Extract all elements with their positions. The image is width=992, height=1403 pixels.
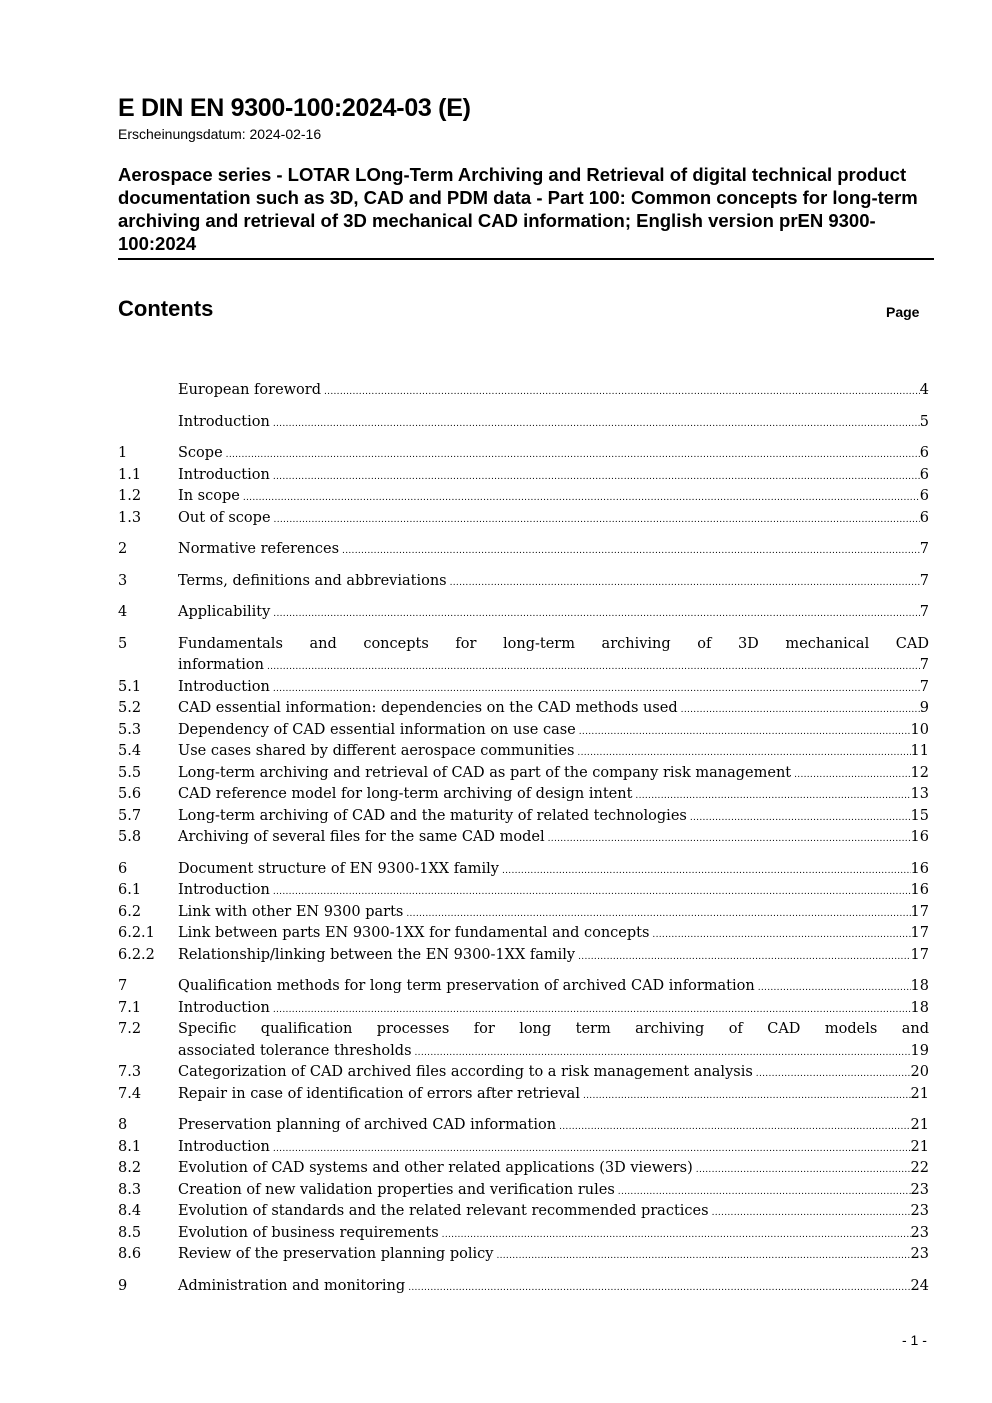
toc-number: 4	[118, 604, 128, 620]
toc-entry[interactable]	[118, 880, 929, 902]
toc-entry[interactable]	[118, 1062, 929, 1084]
toc-label-line2: associated tolerance thresholds	[178, 1042, 412, 1059]
toc-number: 8.1	[118, 1138, 142, 1155]
dot-leader	[273, 465, 920, 487]
toc-label: CAD essential information: dependencies on the CAD methods used	[178, 700, 678, 716]
toc-page: 23	[910, 1181, 929, 1198]
toc-entry[interactable]	[118, 945, 929, 967]
toc-entry[interactable]	[118, 571, 929, 593]
toc-number: 1.3	[118, 509, 142, 526]
dot-leader	[273, 412, 920, 434]
toc-number: 1.1	[118, 466, 142, 483]
toc-number: 7.1	[118, 999, 142, 1016]
toc-page: 6	[919, 509, 929, 526]
toc-label: Relationship/linking between the EN 9300-1XX family	[178, 946, 576, 963]
toc-label: Link with other EN 9300 parts	[178, 903, 404, 920]
toc-entry[interactable]	[118, 677, 929, 699]
dot-leader	[583, 1084, 911, 1106]
toc-label: Evolution of CAD systems and other related applications (3D viewers)	[178, 1160, 693, 1176]
dot-leader	[273, 677, 920, 699]
toc-entry[interactable]	[118, 741, 929, 763]
publication-date: Erscheinungsdatum: 2024-02-16	[118, 126, 322, 142]
toc-page: 23	[910, 1246, 929, 1262]
toc-number: 8.5	[118, 1224, 142, 1241]
toc-number: 5.3	[118, 721, 142, 738]
toc-page: 7	[919, 657, 929, 673]
toc-label: Introduction	[178, 1138, 270, 1155]
toc-number: 7	[118, 978, 128, 994]
toc-number: 7.2	[118, 1021, 142, 1037]
toc-label: Terms, definitions and abbreviations	[178, 572, 447, 589]
toc-page: 18	[910, 978, 929, 994]
toc-number: 8.2	[118, 1160, 142, 1176]
toc-number: 5.5	[118, 764, 142, 781]
toc-number: 7.4	[118, 1085, 142, 1102]
toc-label: Introduction	[178, 678, 270, 695]
toc-entry[interactable]	[118, 1158, 929, 1180]
toc-entry[interactable]	[118, 998, 929, 1020]
toc-entry[interactable]	[118, 539, 929, 561]
toc-page: 16	[910, 882, 929, 898]
toc-page: 7	[919, 678, 929, 695]
dot-leader	[450, 571, 920, 593]
dot-leader	[273, 602, 919, 624]
toc-page: 21	[910, 1138, 929, 1155]
toc-page: 6	[919, 445, 929, 461]
dot-leader	[681, 698, 920, 720]
toc-entry[interactable]	[118, 1084, 929, 1106]
toc-label: European foreword	[178, 382, 322, 398]
dot-leader	[690, 806, 911, 828]
dot-leader	[406, 902, 910, 924]
toc-page: 23	[910, 1203, 929, 1219]
toc-entry[interactable]	[118, 720, 929, 742]
toc-page: 24	[910, 1277, 929, 1294]
toc-label: Applicability	[178, 604, 271, 620]
toc-page: 18	[910, 999, 929, 1016]
toc-label: Qualification methods for long term preservation of archived CAD information	[178, 978, 755, 994]
toc-page: 7	[919, 541, 929, 557]
dot-leader	[712, 1201, 911, 1223]
dot-leader	[226, 443, 920, 465]
toc-label: Out of scope	[178, 509, 271, 526]
toc-page: 19	[910, 1042, 929, 1059]
toc-page: 17	[910, 925, 929, 941]
dot-leader	[442, 1223, 911, 1245]
toc-label: Introduction	[178, 882, 270, 898]
toc-entry[interactable]	[118, 902, 929, 924]
toc-entry[interactable]	[118, 380, 929, 402]
toc-number: 1.2	[118, 488, 142, 504]
toc-page: 11	[910, 743, 929, 759]
dot-leader	[758, 976, 911, 998]
toc-label: Evolution of standards and the related relevant recommended practices	[178, 1203, 709, 1219]
toc-number: 9	[118, 1277, 128, 1294]
toc-entry[interactable]	[118, 976, 929, 998]
toc-entry[interactable]	[118, 1244, 929, 1266]
toc-entry[interactable]	[118, 412, 929, 434]
dot-leader	[273, 998, 911, 1020]
toc-page: 21	[910, 1117, 929, 1133]
toc-number: 6	[118, 860, 128, 877]
toc-label: Archiving of several files for the same CAD model	[178, 829, 545, 845]
toc-page: 10	[910, 721, 929, 738]
contents-heading: Contents	[118, 296, 214, 321]
toc-entry[interactable]	[118, 1019, 929, 1062]
toc-entry[interactable]	[118, 1115, 929, 1137]
dot-leader	[273, 1137, 911, 1159]
document-id: E DIN EN 9300-100:2024-03 (E)	[118, 94, 471, 122]
toc-label: Preservation planning of archived CAD information	[178, 1117, 557, 1133]
toc-page: 15	[910, 807, 929, 824]
page-number: - 1 -	[902, 1332, 927, 1348]
toc-entry[interactable]	[118, 827, 929, 849]
toc-page: 7	[919, 604, 929, 620]
dot-leader	[342, 539, 920, 561]
toc-number: 5.2	[118, 700, 142, 716]
toc-page: 5	[919, 413, 929, 430]
toc-page: 21	[910, 1085, 929, 1102]
table-of-contents	[118, 380, 929, 1297]
toc-number: 5.7	[118, 807, 142, 824]
toc-number: 6.2.1	[118, 925, 155, 941]
toc-number: 8.6	[118, 1246, 142, 1262]
toc-entry[interactable]	[118, 784, 929, 806]
toc-entry[interactable]	[118, 1201, 929, 1223]
toc-page: 22	[910, 1160, 929, 1176]
toc-label: Use cases shared by different aerospace communities	[178, 743, 575, 759]
dot-leader	[415, 1041, 911, 1063]
page-column-heading: Page	[886, 304, 920, 320]
toc-page: 16	[910, 829, 929, 845]
toc-entry[interactable]	[118, 1276, 929, 1298]
toc-label-line1: Fundamentals and concepts for long-term archiving of 3D mechanical CAD	[178, 635, 929, 652]
dot-leader	[274, 508, 920, 530]
toc-entry[interactable]	[118, 602, 929, 624]
toc-label: CAD reference model for long-term archiving of design intent	[178, 786, 633, 802]
toc-page: 7	[919, 572, 929, 589]
toc-label: Normative references	[178, 541, 340, 557]
toc-number: 5.6	[118, 786, 142, 802]
dot-leader	[559, 1115, 910, 1137]
toc-number: 3	[118, 572, 128, 589]
toc-label: In scope	[178, 488, 240, 504]
toc-entry[interactable]	[118, 806, 929, 828]
dot-leader	[502, 859, 911, 881]
toc-entry[interactable]	[118, 859, 929, 881]
toc-label: Scope	[178, 445, 223, 461]
dot-leader	[324, 380, 920, 402]
dot-leader	[652, 923, 910, 945]
toc-label: Creation of new validation properties and verification rules	[178, 1181, 615, 1198]
toc-number: 5.8	[118, 829, 142, 845]
toc-label: Administration and monitoring	[178, 1277, 406, 1294]
dot-leader	[635, 784, 910, 806]
toc-label-line1: Specific qualification processes for long term archiving of CAD models and	[178, 1021, 929, 1037]
dot-leader	[273, 880, 911, 902]
toc-page: 20	[910, 1064, 929, 1080]
toc-number: 2	[118, 541, 128, 557]
dot-leader	[579, 720, 911, 742]
toc-entry[interactable]	[118, 508, 929, 530]
toc-label: Introduction	[178, 999, 270, 1016]
toc-label: Long-term archiving and retrieval of CAD as part of the company risk management	[178, 764, 792, 781]
dot-leader	[548, 827, 911, 849]
toc-entry[interactable]	[118, 1180, 929, 1202]
toc-label: Evolution of business requirements	[178, 1224, 439, 1241]
toc-entry[interactable]	[118, 1137, 929, 1159]
toc-page: 16	[910, 860, 929, 877]
toc-label: Introduction	[178, 466, 270, 483]
toc-entry[interactable]	[118, 763, 929, 785]
toc-label-line2: information	[178, 657, 264, 673]
toc-number: 6.1	[118, 882, 142, 898]
toc-number: 6.2	[118, 903, 142, 920]
toc-page: 23	[910, 1224, 929, 1241]
toc-page: 17	[910, 903, 929, 920]
dot-leader	[756, 1062, 911, 1084]
dot-leader	[578, 945, 910, 967]
toc-entry[interactable]	[118, 465, 929, 487]
dot-leader	[267, 655, 920, 677]
dot-leader	[408, 1276, 910, 1298]
toc-label: Long-term archiving of CAD and the maturity of related technologies	[178, 807, 687, 824]
toc-number: 5.1	[118, 678, 142, 695]
toc-number: 6.2.2	[118, 946, 155, 963]
toc-number: 8	[118, 1117, 128, 1133]
toc-entry[interactable]	[118, 634, 929, 677]
toc-label: Review of the preservation planning policy	[178, 1246, 494, 1262]
toc-number: 7.3	[118, 1064, 142, 1080]
toc-label: Introduction	[178, 413, 270, 430]
toc-number: 5.4	[118, 743, 142, 759]
toc-label: Link between parts EN 9300-1XX for fundamental and concepts	[178, 925, 650, 941]
dot-leader	[794, 763, 910, 785]
toc-number: 8.3	[118, 1181, 142, 1198]
toc-label: Dependency of CAD essential information on use case	[178, 721, 576, 738]
toc-entry[interactable]	[118, 1223, 929, 1245]
toc-page: 6	[919, 466, 929, 483]
toc-page: 4	[919, 382, 929, 398]
toc-page: 6	[919, 488, 929, 504]
toc-label: Repair in case of identification of errors after retrieval	[178, 1085, 580, 1102]
toc-number: 5	[118, 635, 128, 652]
toc-entry[interactable]	[118, 443, 929, 465]
toc-entry[interactable]	[118, 486, 929, 508]
toc-label: Categorization of CAD archived files according to a risk management analysis	[178, 1064, 753, 1080]
toc-number: 8.4	[118, 1203, 142, 1219]
dot-leader	[696, 1158, 911, 1180]
dot-leader	[496, 1244, 910, 1266]
toc-page: 17	[910, 946, 929, 963]
toc-entry[interactable]	[118, 923, 929, 945]
toc-entry[interactable]	[118, 698, 929, 720]
document-title: Aerospace series - LOTAR LOng-Term Archiving and Retrieval of digital technical product documentation such as 3D, CAD and PDM data - Part 100: Common concepts for long-term archiving and retrieval of 3D mechanical CAD information; English version prEN 9300-100:2024	[118, 163, 934, 260]
toc-label: Document structure of EN 9300-1XX family	[178, 860, 499, 877]
toc-page: 12	[910, 764, 929, 781]
toc-page: 13	[910, 786, 929, 802]
dot-leader	[577, 741, 910, 763]
dot-leader	[618, 1180, 911, 1202]
toc-page: 9	[919, 700, 929, 716]
toc-number: 1	[118, 445, 128, 461]
dot-leader	[243, 486, 920, 508]
